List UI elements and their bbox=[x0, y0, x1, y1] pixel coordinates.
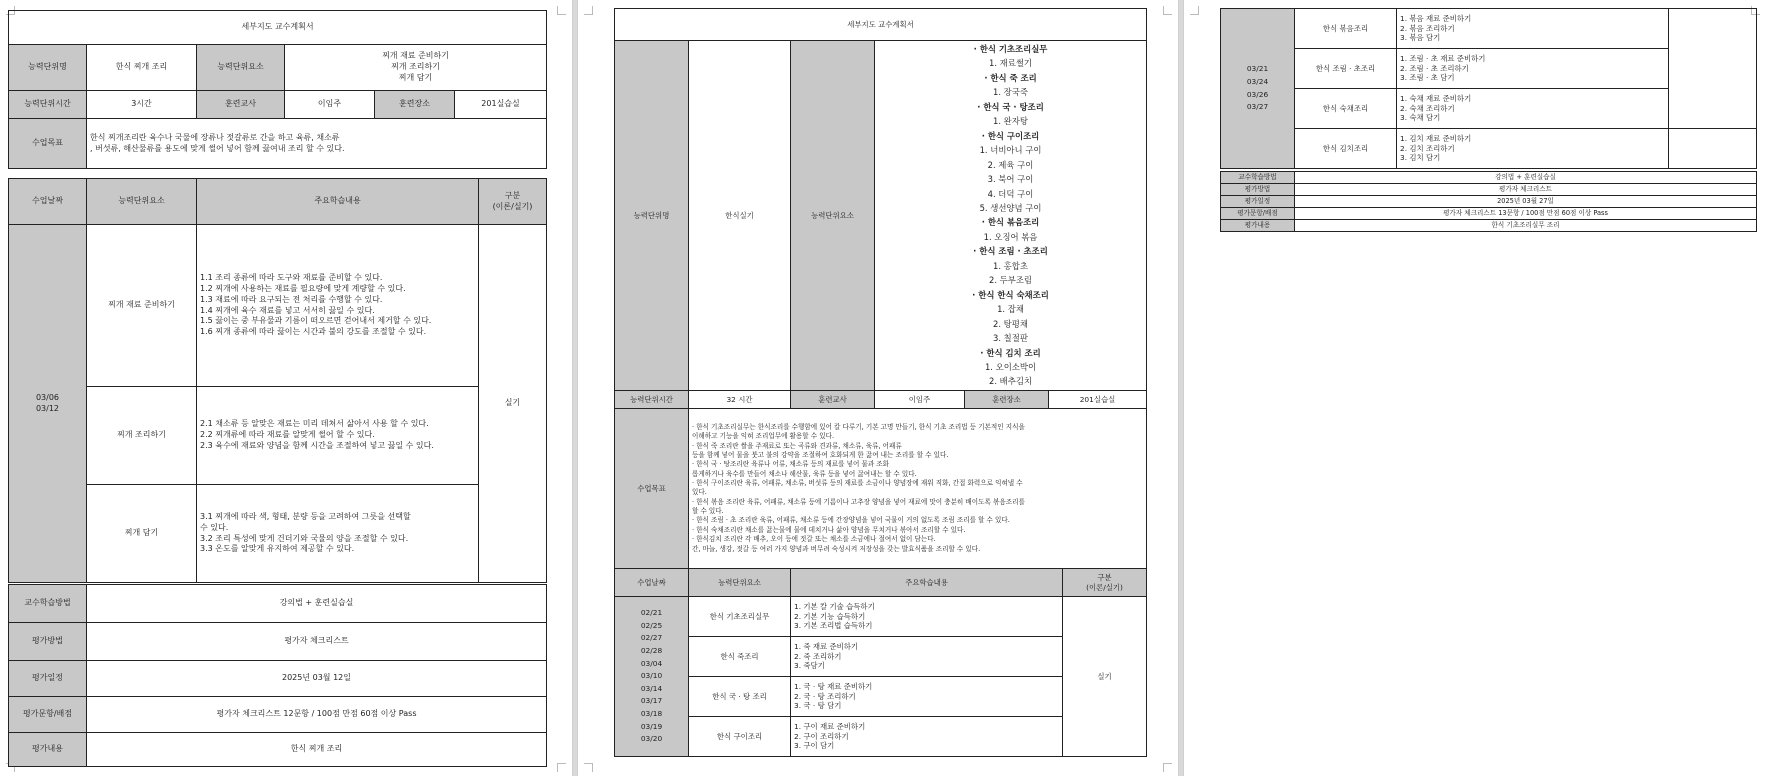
date-cell[interactable]: 03/06 03/12 bbox=[9, 225, 87, 583]
date-header: 수업날짜 bbox=[9, 179, 87, 225]
content-line: 3. 볶음 담기 bbox=[1400, 33, 1441, 43]
element-cell[interactable]: 찌개 담기 bbox=[87, 485, 197, 583]
type-header: 구분 (이론/실기) bbox=[479, 179, 547, 225]
element-values[interactable] bbox=[285, 45, 547, 91]
content-line: 3. 구이 담기 bbox=[794, 741, 835, 751]
outline-item: 1. 오이소박이 bbox=[984, 361, 1037, 372]
element-label: 능력단위요소 bbox=[791, 41, 875, 391]
content-line: 2. 구이 조리하기 bbox=[794, 731, 849, 741]
element-cell[interactable]: 찌개 재료 준비하기 bbox=[87, 225, 197, 387]
place-label: 훈련장소 bbox=[965, 390, 1049, 408]
date-entry: 02/25 bbox=[640, 620, 663, 630]
hours-value[interactable]: 32 시간 bbox=[689, 390, 791, 408]
outline-item: 2. 두부조림 bbox=[989, 275, 1033, 286]
element-cell[interactable]: 한식 구이조리 bbox=[689, 717, 791, 757]
content-line: 1. 김치 재료 준비하기 bbox=[1400, 134, 1472, 144]
goal-line: 한식 찌개조리란 육수나 국물에 장류나 젓갈류로 간을 하고 육류, 채소류 bbox=[90, 132, 340, 142]
date-entry: 02/27 bbox=[640, 633, 663, 643]
date-entry: 03/04 bbox=[640, 658, 663, 668]
footer-value[interactable]: 2025년 03월 12일 bbox=[87, 661, 547, 697]
footer-label: 평가일정 bbox=[1221, 196, 1295, 208]
content-cell[interactable] bbox=[1397, 49, 1669, 89]
content-line: 1. 구이 재료 준비하기 bbox=[794, 722, 866, 732]
content-cell[interactable] bbox=[197, 387, 479, 485]
outline-item: 4. 더덕 구이 bbox=[987, 188, 1034, 199]
content-line: 3.3 온도를 알맞게 유지하여 제공할 수 있다. bbox=[200, 544, 355, 554]
content-cell[interactable] bbox=[791, 677, 1063, 717]
content-line: 1.5 끓이는 중 부유물과 기름이 떠오르면 걷어내서 제거할 수 있다. bbox=[200, 316, 432, 326]
outline-item: 1. 장국죽 bbox=[993, 87, 1028, 98]
goal-label: 수업목표 bbox=[615, 408, 689, 568]
content-line: 2. 국 · 탕 조리하기 bbox=[794, 691, 856, 701]
element-cell[interactable]: 한식 조림 · 초조리 bbox=[1295, 49, 1397, 89]
outline-item: 1. 오징어 볶음 bbox=[983, 231, 1038, 242]
footer-value[interactable]: 평가자 체크리스트 12문항 / 100점 만점 60점 이상 Pass bbox=[87, 697, 547, 733]
date-entry: 03/18 bbox=[640, 708, 663, 718]
goal-label: 수업목표 bbox=[9, 119, 87, 169]
footer-value[interactable]: 한식 찌개 조리 bbox=[87, 733, 547, 767]
content-line: 1.4 찌개에 육수 재료를 넣고 서서히 끓일 수 있다. bbox=[200, 305, 375, 315]
content-line: 1. 조림 · 초 재료 준비하기 bbox=[1400, 54, 1486, 64]
element-label: 능력단위요소 bbox=[197, 45, 285, 91]
date-entry: 02/21 bbox=[640, 608, 663, 618]
footer-label: 평가방법 bbox=[9, 623, 87, 661]
element-header: 능력단위요소 bbox=[689, 569, 791, 597]
element-cell[interactable]: 한식 죽조리 bbox=[689, 637, 791, 677]
plan-header-table bbox=[8, 10, 547, 169]
plan-header-table bbox=[614, 8, 1147, 569]
goal-line: · 한식 숙채조리란 채소를 끓는물에 물에 데치거나 삶아 양념을 무치거나 볶아서 조리할 수 있다. bbox=[692, 525, 966, 534]
element-cell[interactable]: 한식 볶음조리 bbox=[1295, 9, 1397, 49]
content-line: 2.1 채소류 등 알맞은 재료는 미리 데쳐서 삶아서 사용 할 수 있다. bbox=[200, 419, 429, 429]
content-line: 3.2 조리 특성에 맞게 건더기와 국물의 양을 조절할 수 있다. bbox=[200, 533, 409, 543]
element-outline[interactable] bbox=[875, 41, 1147, 391]
element-cell[interactable]: 한식 기초조리실무 bbox=[689, 597, 791, 637]
content-line: 1. 기본 칼 기술 습득하기 bbox=[794, 602, 875, 612]
element-header: 능력단위요소 bbox=[87, 179, 197, 225]
outline-item: 3. 북어 구이 bbox=[987, 174, 1034, 185]
date-entry: 02/28 bbox=[640, 646, 663, 656]
goal-text[interactable] bbox=[689, 408, 1147, 568]
content-line: 1.1 조리 종류에 따라 도구와 재료를 준비할 수 있다. bbox=[200, 273, 383, 283]
schedule-table bbox=[614, 568, 1147, 757]
element-value: 찌개 재료 준비하기 bbox=[382, 51, 449, 61]
date-cell[interactable] bbox=[615, 597, 689, 757]
content-line: 2.2 찌개류에 따라 재료를 알맞게 썰어 할 수 있다. bbox=[200, 430, 375, 440]
element-cell[interactable]: 한식 국 · 탕 조리 bbox=[689, 677, 791, 717]
goal-line: 롭게하거나 육수를 만들어 채소나 해산물, 육류 등을 넣어 끓여내는 할 수 있다. bbox=[692, 469, 917, 478]
content-line: 2. 조림 · 초 조리하기 bbox=[1400, 63, 1469, 73]
footer-value[interactable]: 평가자 체크리스트 13문항 / 100점 만점 60점 이상 Pass bbox=[1295, 208, 1757, 220]
outline-item: 2. 탕평채 bbox=[993, 318, 1028, 329]
evaluation-table bbox=[8, 584, 547, 767]
content-cell[interactable] bbox=[1397, 129, 1669, 169]
footer-label: 평가문항/배점 bbox=[9, 697, 87, 733]
element-cell[interactable]: 찌개 조리하기 bbox=[87, 387, 197, 485]
hours-label: 능력단위시간 bbox=[615, 390, 689, 408]
outline-item: 3. 칠절판 bbox=[993, 333, 1028, 344]
outline-item: 2. 제육 구이 bbox=[987, 159, 1034, 170]
hours-value[interactable]: 3시간 bbox=[87, 91, 197, 119]
unit-value[interactable]: 한식실기 bbox=[689, 41, 791, 391]
page-corner-mark bbox=[557, 763, 566, 772]
content-line: 3. 김치 담기 bbox=[1400, 153, 1441, 163]
content-line: 수 있다. bbox=[200, 522, 229, 532]
outline-item: 1. 재료썰기 bbox=[989, 58, 1033, 69]
page-corner-mark bbox=[1190, 6, 1199, 15]
date-entry: 03/20 bbox=[640, 734, 663, 744]
goal-line: · 한식 국 · 탕조리란 육류나 어류, 채소류 등의 재료를 넣어 물과 조화 bbox=[692, 460, 890, 469]
footer-value[interactable]: 평가자 체크리스트 bbox=[1295, 184, 1757, 196]
goal-line: · 한식 기초조리실무는 한식조리를 수행함에 있어 칼 다루기, 기본 고명 만들기, 한식 기초 조리법 등 기본적인 지식을 bbox=[692, 422, 1025, 431]
content-line: 1. 죽 재료 준비하기 bbox=[794, 642, 859, 652]
content-line: 2.3 육수에 재료와 양념을 함께 시간을 조절하여 넣고 끓일 수 있다. bbox=[200, 440, 434, 450]
page-corner-mark bbox=[557, 6, 566, 15]
page-title: 세부지도 교수계획서 bbox=[9, 11, 547, 45]
footer-value[interactable]: 한식 기초조리실무 조리 bbox=[1295, 220, 1757, 232]
page-corner-mark bbox=[1163, 6, 1172, 15]
schedule-continued-table bbox=[1220, 8, 1757, 169]
content-line: 3. 국 · 탕 담기 bbox=[794, 701, 842, 711]
document-page-2[interactable] bbox=[578, 0, 1178, 776]
document-page-3[interactable] bbox=[1184, 0, 1766, 776]
content-line: 1.6 찌개 종류에 따라 끓이는 시간과 불의 강도를 조절할 수 있다. bbox=[200, 327, 427, 337]
footer-label: 평가방법 bbox=[1221, 184, 1295, 196]
footer-value[interactable]: 강의법 + 훈련실습실 bbox=[87, 585, 547, 623]
content-line: 3.1 찌개에 따라 색, 형태, 분량 등을 고려하여 그릇을 선택할 bbox=[200, 511, 411, 521]
outline-item: 1. 완자탕 bbox=[993, 116, 1028, 127]
page-corner-mark bbox=[1163, 763, 1172, 772]
schedule-table bbox=[8, 178, 547, 583]
outline-item: 5. 생선양념 구이 bbox=[979, 202, 1042, 213]
date-entry: 03/27 bbox=[1246, 102, 1269, 112]
content-line: 3. 숙채 담기 bbox=[1400, 113, 1441, 123]
type-cell-continued bbox=[1669, 129, 1757, 169]
element-cell[interactable]: 한식 김치조리 bbox=[1295, 129, 1397, 169]
goal-line: 등을 함께 넣어 물을 붓고 불의 강약을 조절하여 호화되게 한 끓여 내는 조리를 할 수 있다. bbox=[692, 450, 949, 459]
content-line: 1. 국 · 탕 재료 준비하기 bbox=[794, 682, 873, 692]
page-corner-mark bbox=[584, 763, 593, 772]
goal-line: 할 수 있다. bbox=[692, 507, 724, 516]
footer-label: 평가내용 bbox=[9, 733, 87, 767]
element-cell[interactable]: 한식 숙채조리 bbox=[1295, 89, 1397, 129]
page-title: 세부지도 교수계획서 bbox=[615, 9, 1147, 41]
content-line: 2. 죽 조리하기 bbox=[794, 651, 842, 661]
content-line: 3. 기본 조리법 습득하기 bbox=[794, 621, 873, 631]
outline-item: 2. 배추김치 bbox=[989, 376, 1033, 387]
outline-head: · 한식 죽 조리 bbox=[984, 72, 1037, 83]
outline-head: · 한식 한식 숙채조리 bbox=[972, 289, 1049, 300]
goal-line: · 한식김치 조리란 각 배추, 오이 등에 젓갈 또는 채소를 소금에나 절여서 없이 담는다. bbox=[692, 535, 936, 544]
footer-value[interactable]: 2025년 03월 27일 bbox=[1295, 196, 1757, 208]
outline-head: · 한식 구이조리 bbox=[981, 130, 1040, 141]
content-line: 2. 김치 조리하기 bbox=[1400, 143, 1455, 153]
footer-label: 교수학습방법 bbox=[9, 585, 87, 623]
footer-value[interactable]: 평가자 체크리스트 bbox=[87, 623, 547, 661]
content-line: 2. 기본 기능 습득하기 bbox=[794, 611, 866, 621]
unit-label: 능력단위명 bbox=[615, 41, 689, 391]
outline-item: 1. 홍합초 bbox=[993, 260, 1028, 271]
teacher-value[interactable]: 이임주 bbox=[875, 390, 965, 408]
date-entry: 03/10 bbox=[640, 671, 663, 681]
unit-value[interactable]: 한식 찌개 조리 bbox=[87, 45, 197, 91]
footer-label: 평가내용 bbox=[1221, 220, 1295, 232]
content-line: 3. 조림 · 초 담기 bbox=[1400, 73, 1455, 83]
hours-label: 능력단위시간 bbox=[9, 91, 87, 119]
content-header: 주요학습내용 bbox=[791, 569, 1063, 597]
type-cell[interactable]: 실기 bbox=[479, 225, 547, 583]
goal-line: 간, 마늘, 생강, 젓갈 등 여러 가지 양념과 버무려 숙성시켜 저장성을 갖는 발효식품을 조리할 수 있다. bbox=[692, 544, 981, 553]
goal-text[interactable] bbox=[87, 119, 547, 169]
content-line: 2. 볶음 조리하기 bbox=[1400, 23, 1455, 33]
date-header: 수업날짜 bbox=[615, 569, 689, 597]
content-cell[interactable] bbox=[791, 717, 1063, 757]
goal-line: , 버섯류, 해산물류를 용도에 맞게 썰어 넣어 함께 끓여내 조리 할 수 있다. bbox=[90, 143, 345, 153]
goal-line: 이해하고 기능을 익혀 조리업무에 활용할 수 있다. bbox=[692, 432, 835, 441]
teacher-value[interactable]: 이임주 bbox=[285, 91, 375, 119]
content-line: 1. 볶음 재료 준비하기 bbox=[1400, 14, 1472, 24]
outline-head: · 한식 국 · 탕조리 bbox=[977, 101, 1044, 112]
date-entry: 03/26 bbox=[1246, 89, 1269, 99]
content-header: 주요학습내용 bbox=[197, 179, 479, 225]
content-cell[interactable] bbox=[197, 225, 479, 387]
footer-label: 교수학습방법 bbox=[1221, 172, 1295, 184]
content-cell[interactable] bbox=[197, 485, 479, 583]
date-entry: 03/14 bbox=[640, 683, 663, 693]
content-cell[interactable] bbox=[791, 637, 1063, 677]
goal-line: · 한식 구이조리란 육류, 어패류, 채소류, 버섯류 등의 재료를 소금이나 양념장에 재워 직화, 간접 화력으로 익혀낼 수 bbox=[692, 479, 1023, 488]
content-line: 3. 죽담기 bbox=[794, 661, 825, 671]
footer-label: 평가일정 bbox=[9, 661, 87, 697]
date-entry: 03/21 bbox=[1246, 64, 1269, 74]
teacher-label: 훈련교사 bbox=[197, 91, 285, 119]
content-line: 1. 숙채 재료 준비하기 bbox=[1400, 94, 1472, 104]
goal-line: · 한식 죽 조리란 쌀을 주재료로 또는 곡류와 견과류, 채소류, 육류, 어패류 bbox=[692, 441, 902, 450]
type-cell[interactable] bbox=[1669, 9, 1757, 129]
content-line: 1.3 재료에 따라 요구되는 전 처리를 수행할 수 있다. bbox=[200, 294, 383, 304]
unit-label: 능력단위명 bbox=[9, 45, 87, 91]
date-entry: 03/19 bbox=[640, 721, 663, 731]
date-entry: 03/17 bbox=[640, 696, 663, 706]
outline-head: · 한식 조림 · 초조리 bbox=[973, 246, 1048, 257]
footer-label: 평가문항/배점 bbox=[1221, 208, 1295, 220]
place-label: 훈련장소 bbox=[375, 91, 455, 119]
place-value[interactable]: 201실습실 bbox=[455, 91, 547, 119]
document-page-1[interactable] bbox=[0, 0, 572, 776]
content-line: 1.2 찌개에 사용하는 재료를 필요량에 맞게 계량할 수 있다. bbox=[200, 283, 406, 293]
goal-line: · 한식 조림 · 초 조리란 육류, 어패류, 채소류 등에 간장양념을 넣어 국물이 거의 없도록 조림 조리를 할 수 있다. bbox=[692, 516, 1010, 525]
outline-item: 1. 너비아니 구이 bbox=[979, 145, 1042, 156]
content-line: 2. 숙채 조리하기 bbox=[1400, 103, 1455, 113]
evaluation-table bbox=[1220, 171, 1757, 232]
outline-head: · 한식 김치 조리 bbox=[980, 347, 1041, 358]
type-cell[interactable]: 실기 bbox=[1063, 597, 1147, 757]
date-entry: 03/24 bbox=[1246, 76, 1269, 86]
place-value[interactable]: 201실습실 bbox=[1049, 390, 1147, 408]
content-cell[interactable] bbox=[791, 597, 1063, 637]
goal-line: 있다. bbox=[692, 488, 707, 497]
element-value: 찌개 조리하기 bbox=[391, 62, 440, 72]
teacher-label: 훈련교사 bbox=[791, 390, 875, 408]
content-cell[interactable] bbox=[1397, 9, 1669, 49]
footer-value[interactable]: 강의법 + 훈련실습실 bbox=[1295, 172, 1757, 184]
outline-item: 1. 잡채 bbox=[997, 304, 1024, 315]
outline-head: · 한식 기초조리실무 bbox=[973, 44, 1048, 54]
page-corner-mark bbox=[584, 6, 593, 15]
goal-line: · 한식 볶음 조리란 육류, 어패류, 채소류 등에 기름이나 고추장 양념을 넣어 재료에 맛이 충분히 배이도록 볶음조리를 bbox=[692, 497, 1025, 506]
type-header: 구분 (이론/실기) bbox=[1063, 569, 1147, 597]
content-cell[interactable] bbox=[1397, 89, 1669, 129]
element-value: 찌개 담기 bbox=[398, 72, 433, 82]
outline-head: · 한식 볶음조리 bbox=[981, 217, 1040, 228]
date-cell[interactable] bbox=[1221, 9, 1295, 169]
